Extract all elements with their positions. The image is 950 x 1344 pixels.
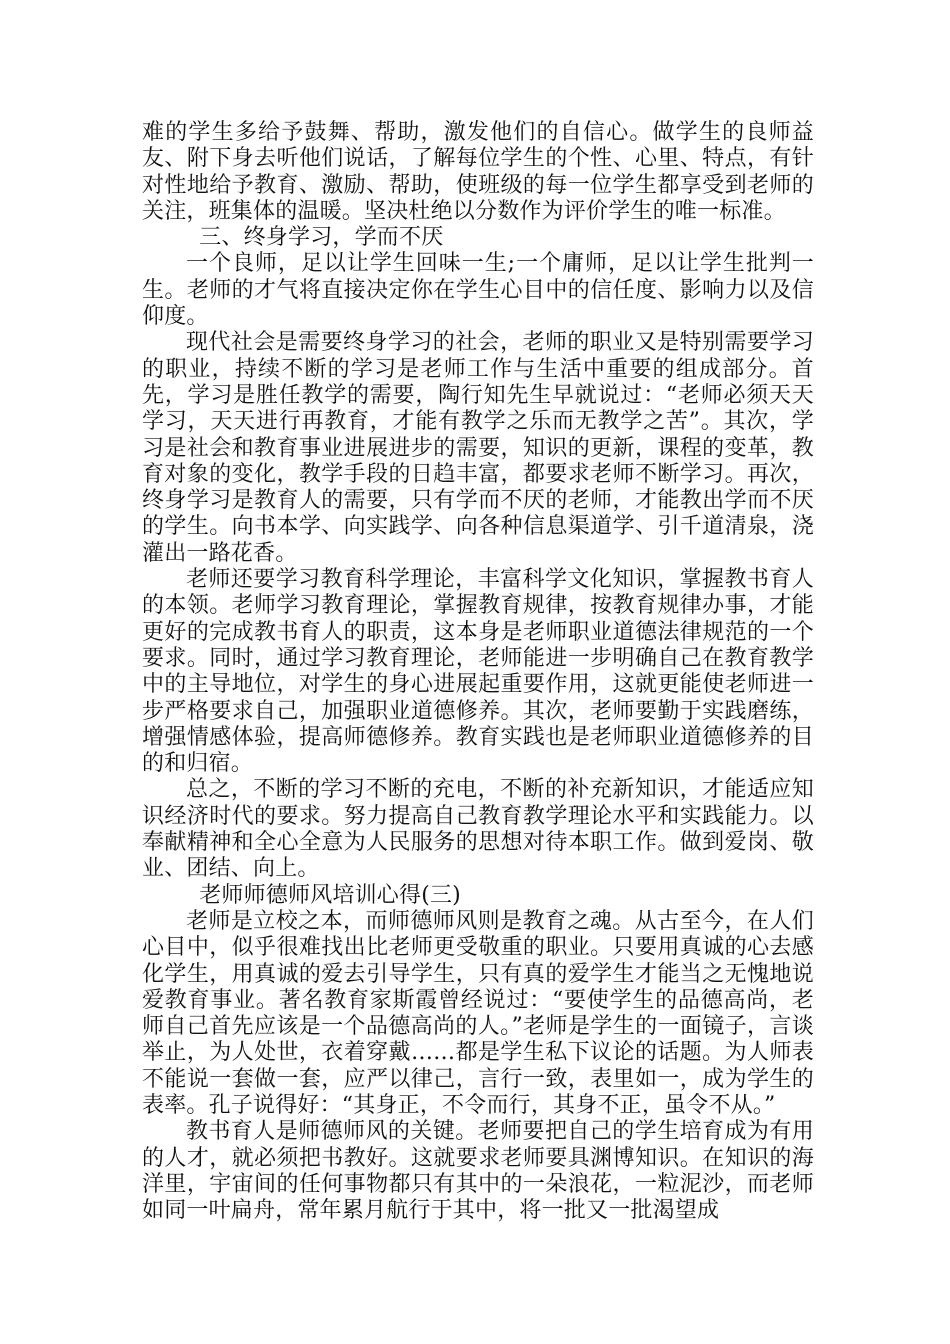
document-body — [142, 120, 814, 1224]
section-heading-lifelong-learning: 三、终身学习，学而不厌 — [199, 225, 444, 251]
paragraph-teaching-key: 教书育人是师德师风的关键。老师要把自己的学生培育成为有用的人才，就必须把书教好。这就要求老师要具渊博知识。在知识的海洋里，宇宙间的任何事物都只有其中的一朵浪花，一粒泥沙，而老师如同一叶扁舟，常年累月航行于其中，将一批又一批渴望成 — [142, 1119, 814, 1224]
paragraph-education-theory: 老师还要学习教育科学理论，丰富科学文化知识，掌握教书育人的本领。老师学习教育理论，掌握教育规律，按教育规律办事，才能更好的完成教书育人的职责，这本身是老师职业道德法律规范的一个要求。同时，通过学习教育理论，老师能进一步明确自己在教育教学中的主导地位，对学生的身心进展起重要作用，这就更能使老师进一步严格要求自己，加强职业道德修养。其次，老师要勤于实践磨练，增强情感体验，提高师德修养。教育实践也是老师职业道德修养的目的和归宿。 — [142, 567, 814, 777]
paragraph-modern-society: 现代社会是需要终身学习的社会，老师的职业又是特别需要学习的职业，持续不断的学习是老师工作与生活中重要的组成部分。首先，学习是胜任教学的需要，陶行知先生早就说过：“老师必须天天学习，天天进行再教育，才能有教学之乐而无教学之苦”。其次，学习是社会和教育事业进展进步的需要，知识的更新，课程的变革，教育对象的变化，教学手段的日趋丰富，都要求老师不断学习。再次，终身学习是教育人的需要，只有学而不厌的老师，才能教出学而不厌的学生。向书本学、向实践学、向各种信息渠道学、引千道清泉，浇灌出一路花香。 — [142, 330, 814, 566]
section-heading-training-notes-3: 老师师德师风培训心得(三) — [199, 882, 461, 908]
paragraph-summary: 总之，不断的学习不断的充电，不断的补充新知识，才能适应知识经济时代的要求。努力提高自己教育教学理论水平和实践能力。以奉献精神和全心全意为人民服务的思想对待本职工作。做到爱岗、敬业、团结、向上。 — [142, 777, 814, 882]
paragraph-continuation: 难的学生多给予鼓舞、帮助，激发他们的自信心。做学生的良师益友、附下身去听他们说话，了解每位学生的个性、心里、特点，有针对性地给予教育、激励、帮助，使班级的每一位学生都享受到老师的关注，班集体的温暖。坚决杜绝以分数作为评价学生的唯一标准。 — [142, 120, 814, 224]
paragraph-teacher-foundation: 老师是立校之本，而师德师风则是教育之魂。从古至今，在人们心目中，似乎很难找出比老师更受敬重的职业。只要用真诚的心去感化学生，用真诚的爱去引导学生，只有真的爱学生才能当之无愧地说爱教育事业。著名教育家斯霞曾经说过：“要使学生的品德高尚，老师自己首先应该是一个品德高尚的人。”老师是学生的一面镜子，言谈举止，为人处世，衣着穿戴……都是学生私下议论的话题。为人师表不能说一套做一套，应严以律己，言行一致，表里如一，成为学生的表率。孔子说得好：“其身正，不令而行，其身不正，虽令不从。” — [142, 908, 814, 1118]
paragraph-good-teacher: 一个良师，足以让学生回味一生;一个庸师，足以让学生批判一生。老师的才气将直接决定你在学生心目中的信任度、影响力以及信仰度。 — [142, 251, 814, 330]
